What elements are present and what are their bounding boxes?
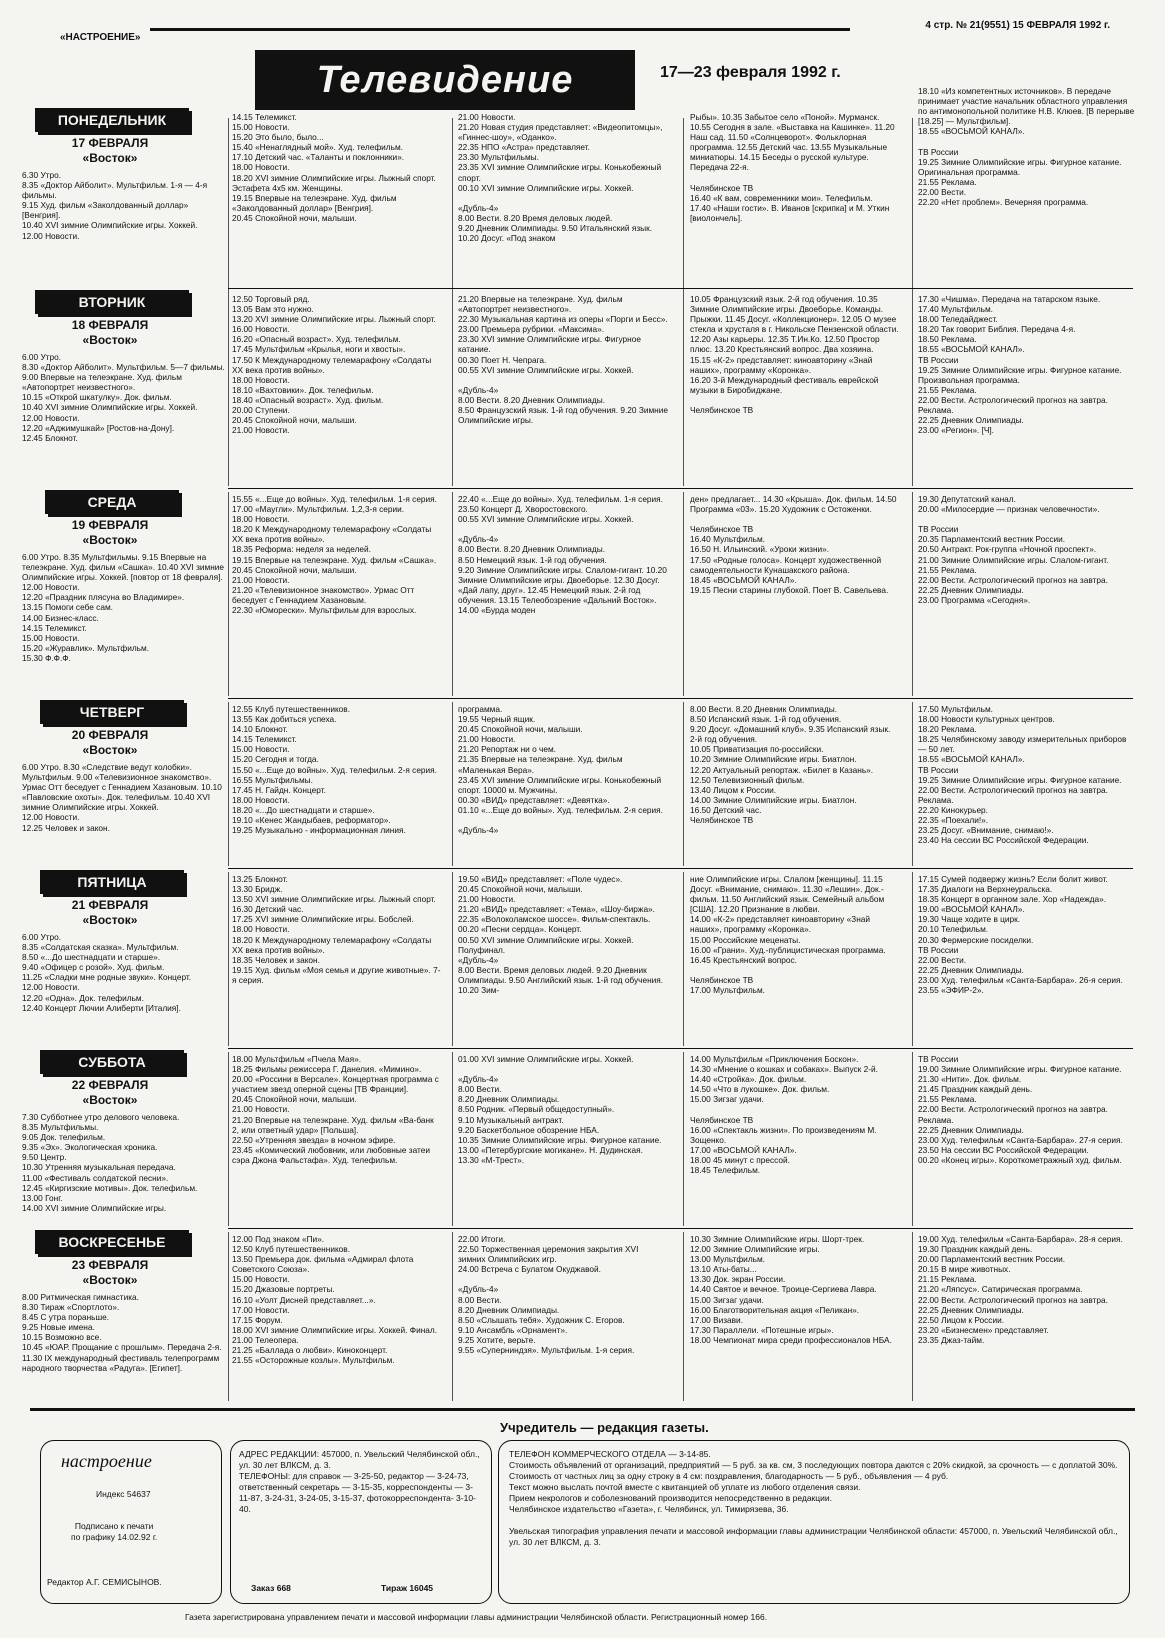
schedule-column-1: 6.00 Утро. 8.35 Мультфильмы. 9.15 Впервые на телеэкране. Худ. фильм «Сашка». 10.40 XVI зимние Олимпийские игры. Хоккей. [повтор от 18 февраля]. 12.00 Новости. 12.20 «Праздник плясуна во Владимире». 13.15 Помоги себе сам. 14.00 Бизнес-класс. 14.15 Телемикст. 15.00 Новости. 15.20 «Журавлик». Мультфильм. 15.30 Ф.Ф.Ф. bbox=[22, 552, 225, 663]
day-date-heading bbox=[20, 318, 200, 348]
day-channel: «Восток» bbox=[82, 913, 138, 927]
day-divider bbox=[228, 698, 1133, 699]
registration: Газета зарегистрирована управлением печати и массовой информации главы администрации Челябинской области. Регистрационный номер 166. bbox=[185, 1612, 768, 1622]
day-date-heading bbox=[20, 1258, 200, 1288]
schedule-column-3: 19.50 «ВИД» представляет: «Поле чудес». 20.45 Спокойной ночи, малыши. 21.00 Новости. 21.20 «ВИД» представляет: «Тема», «Шоу-биржа». 22.35 «Волоколамское шоссе». Фильм-спектакль. 00.20 «Песни сердца». Концерт. 00.50 XVI зимние Олимпийские игры. Хоккей. Полуфинал. «Дубль-4» 8.00 Вести. Время деловых людей. 9.20 Дневник Олимпиады. 9.50 Английский язык. 1-й год обучения. 10.20 Зим- bbox=[458, 874, 664, 996]
day-name-box: СРЕДА bbox=[45, 490, 179, 514]
column-divider bbox=[452, 492, 453, 696]
column-divider bbox=[228, 1052, 229, 1226]
day-divider bbox=[228, 1048, 1133, 1049]
day-date-heading bbox=[20, 898, 200, 928]
day-name-box: ЧЕТВЕРГ bbox=[40, 700, 184, 724]
day-channel: «Восток» bbox=[82, 743, 138, 757]
schedule-column-3: 01.00 XVI зимние Олимпийские игры. Хоккей. «Дубль-4» 8.00 Вести. 8.20 Дневник Олимпиады. 8.50 Родник. «Первый общедоступный». 9.10 Музыкальный антракт. 9.20 Баскетбольное обозрение НБА. 10.35 Зимние Олимпийские игры. Фигурное катание. 13.00 «Петербургские могикане». Н. Дудинская. 13.30 «М-Трест». bbox=[458, 1054, 662, 1165]
column-divider bbox=[228, 292, 229, 486]
ads-info: ТЕЛЕФОН КОММЕРЧЕСКОГО ОТДЕЛА — 3-14-85. Стоимость объявлений от организаций, предприятий — 5 руб. за кв. см, 3 последующих повтора даются с 20% скидкой, за срочность — с доплатой 30%. Стоимость от частных лиц за одну строку в 4 см: поздравления, благодарность — 5 руб., объявления — 4 руб. Текст можно выслать почтой вместе с квитанцией об уплате из любого отделения связи. Прием некрологов и соболезнований производится непосредственно в редакции. Челябинское издательство «Газета», г. Челябинск, ул. Тимирязева, 36. Увельская типография управления печати и массовой информации главы администрации Челябинской области: 457000, п. Увельский Челябинской обл., ул. 30 лет ВЛКСМ, д. 3. bbox=[509, 1449, 1118, 1547]
index: Индекс 54637 bbox=[96, 1489, 151, 1499]
column-divider bbox=[912, 702, 913, 866]
column-divider bbox=[228, 492, 229, 696]
day-divider bbox=[228, 868, 1133, 869]
page-header bbox=[60, 20, 1110, 44]
column-divider bbox=[912, 1052, 913, 1226]
address-box bbox=[230, 1440, 492, 1604]
column-divider bbox=[683, 702, 684, 866]
schedule-column-5: 19.00 Худ. телефильм «Санта-Барбара». 28-я серия. 19.30 Праздник каждый день. 20.00 Парламентский вестник России. 20.15 В мире животных. 21.15 Реклама. 21.20 «Ляпсус». Сатирическая программа. 22.00 Вести. Астрологический прогноз на завтра. 22.25 Дневник Олимпиады. 22.50 Лицом к России. 23.20 «Бизнесмен» представляет. 23.35 Джаз-тайм. bbox=[918, 1234, 1123, 1345]
day-channel: «Восток» bbox=[82, 1093, 138, 1107]
editor: Редактор А.Г. СЕМИСЫНОВ. bbox=[47, 1577, 162, 1587]
schedule-column-2: 13.25 Блокнот. 13.30 Бридж. 13.50 XVI зимние Олимпийские игры. Лыжный спорт. 16.30 Детский час. 17.25 XVI зимние Олимпийские игры. Бобслей. 18.00 Новости. 18.20 К Международному телемарафону «Солдаты XX века против войны». 18.35 Человек и закон. 19.15 Худ. фильм «Моя семья и другие животные». 7-я серия. bbox=[232, 874, 441, 985]
paper-logo: настроение bbox=[61, 1451, 152, 1471]
schedule-column-3: 21.00 Новости. 21.20 Новая студия представляет: «Видеопитомцы», «Гиннес-шоу», «Оданко». 22.35 НПО «Астра» представляет. 23.30 Мультфильмы. 23.35 XVI зимние Олимпийские игры. Конькобежный спорт. 00.10 XVI зимние Олимпийские игры. Хоккей. «Дубль-4» 8.00 Вести. 8.20 Время деловых людей. 9.20 Дневник Олимпиады. 9.50 Итальянский язык. 10.20 Досуг. «Под знаком bbox=[458, 112, 663, 244]
schedule-column-3: программа. 19.55 Черный ящик. 20.45 Спокойной ночи, малыши. 21.00 Новости. 21.20 Репортаж ни о чем. 21.35 Впервые на телеэкране. Худ. фильм «Маленькая Вера». 23.45 XVI зимние Олимпийские игры. Конькобежный спорт. 10000 м. Мужчины. 00.30 «ВИД» представляет: «Девятка». 01.10 «...Еще до войны». Худ. телефильм. 2-я серия. «Дубль-4» bbox=[458, 704, 663, 836]
day-date-heading bbox=[20, 136, 200, 166]
schedule-column-2: 12.50 Торговый ряд. 13.05 Вам это нужно. 13.20 XVI зимние Олимпийские игры. Лыжный спорт. 16.00 Новости. 16.20 «Опасный возраст». Худ. телефильм. 17.45 Мультфильм «Крылья, ноги и хвосты». 17.50 К Международному телемарафону «Солдаты XX века против войны». 18.00 Новости. 18.10 «Вахтовики». Док. телефильм. 18.40 «Опасный возраст». Худ. фильм. 20.00 Ступени. 20.45 Спокойной ночи, малыши. 21.00 Новости. bbox=[232, 294, 436, 436]
schedule-column-5: 17.50 Мультфильм. 18.00 Новости культурных центров. 18.20 Реклама. 18.25 Челябинскому заводу измерительных приборов — 50 лет. 18.55 «ВОСЬМОЙ КАНАЛ». ТВ России 19.25 Зимние Олимпийские игры. Фигурное катание. 22.00 Вести. Астрологический прогноз на завтра. Реклама. 22.20 Кинокурьер. 22.35 «Поехали!». 23.25 Досуг. «Внимание, снимаю!». 23.40 На сессии ВС Российской Федерации. bbox=[918, 704, 1127, 846]
schedule-column-2: 12.00 Под знаком «Пи». 12.50 Клуб путешественников. 13.50 Премьера док. фильма «Адмирал флота Советского Союза». 15.00 Новости. 15.20 Джазовые портреты. 16.10 «Уолт Дисней представляет...». 17.00 Новости. 17.15 Форум. 18.00 XVI зимние Олимпийские игры. Хоккей. Финал. 21.00 Телеопера. 21.25 «Баллада о любви». Киноконцерт. 21.55 «Осторожные козлы». Мультфильм. bbox=[232, 1234, 438, 1366]
masthead-title: Телевидение bbox=[255, 50, 635, 110]
day-divider bbox=[228, 488, 1133, 489]
day-date: 19 ФЕВРАЛЯ bbox=[71, 518, 149, 532]
masthead-dates: 17—23 февраля 1992 г. bbox=[660, 64, 841, 81]
day-channel: «Восток» bbox=[82, 1273, 138, 1287]
schedule-column-4: Рыбы». 10.35 Забытое село «Поной». Мурманск. 10.55 Сегодня в зале. «Выставка на Кашинке». 11.20 Наш сад. 11.50 «Солнцеворот». Фольклорная программа. 12.55 Детский час. 13.55 Музыкальные миниатюры. 14.15 Беседы о русской культуре. Передача 22-я. Челябинское ТВ 16.40 «К вам, современники мои». Телефильм. 17.40 «Наши гости». В. Иванов [скрипка] и М. Уткин [виолончель]. bbox=[690, 112, 895, 223]
column-divider bbox=[683, 118, 684, 294]
day-date-heading bbox=[20, 1078, 200, 1108]
column-divider bbox=[683, 1052, 684, 1226]
schedule-column-5: 18.10 «Из компетентных источников». В передаче принимает участие начальник областного управления по антимонопольной политике Н.В. Клюев. [В перерыве [18.25] — Мультфильм]. 18.55 «ВОСЬМОЙ КАНАЛ». ТВ России 19.25 Зимние Олимпийские игры. Фигурное катание. Оригинальная программа. 21.55 Реклама. 22.00 Вести. 22.20 «Нет проблем». Вечерняя программа. bbox=[918, 86, 1135, 208]
day-name-box: ВТОРНИК bbox=[35, 290, 189, 314]
schedule-column-2: 14.15 Телемикст. 15.00 Новости. 15.20 Это было, было... 15.40 «Ненаглядный мой». Худ. телефильм. 17.10 Детский час. «Таланты и поклонники». 18.00 Новости. 18.20 XVI зимние Олимпийские игры. Лыжный спорт. Эстафета 4х5 км. Женщины. 19.15 Впервые на телеэкране. Худ. фильм «Заколдованный доллар» [Венгрия]. 20.45 Спокойной ночи, малыши. bbox=[232, 112, 436, 223]
day-date: 22 ФЕВРАЛЯ bbox=[71, 1078, 149, 1092]
column-divider bbox=[452, 1232, 453, 1401]
footer-rule bbox=[30, 1408, 1135, 1411]
header-right: 4 стр. № 21(9551) 15 ФЕВРАЛЯ 1992 г. bbox=[925, 20, 1110, 31]
day-channel: «Восток» bbox=[82, 151, 138, 165]
day-name-box: ПОНЕДЕЛЬНИК bbox=[35, 108, 189, 132]
schedule-column-4: ние Олимпийские игры. Слалом [женщины]. 11.15 Досуг. «Внимание, снимаю». 11.30 «Лешин». Док.-фильм. 11.50 Английский язык. Семейный альбом [США]. 12.20 Признание в любви. 14.00 «К-2» представляет киноавторину «Знай наших», программу «Коронка». 15.00 Российские меценаты. 16.00 «Грани». Худ.-публицистическая программа. 16.45 Крестьянский вопрос. Челябинское ТВ 17.00 Мультфильм. bbox=[690, 874, 886, 996]
schedule-column-1: 6.00 Утро. 8.30 «Следствие ведут колобки». Мультфильм. 9.00 «Телевизионное знакомство». Урмас Отт беседует с Геннадием Хазановым. 10.10 «Павловские охоты». Док. телефильм. 10.40 XVI зимние Олимпийские игры. Хоккей. 12.00 Новости. 12.25 Человек и закон. bbox=[22, 762, 222, 833]
column-divider bbox=[912, 1232, 913, 1401]
day-divider bbox=[228, 1228, 1133, 1229]
column-divider bbox=[452, 292, 453, 486]
print-run: Тираж 16045 bbox=[381, 1583, 434, 1593]
column-divider bbox=[683, 292, 684, 486]
schedule-column-5: 17.30 «Чишма». Передача на татарском языке. 17.40 Мультфильм. 18.00 Теледайджест. 18.20 Так говорит Библия. Передача 4-я. 18.50 Реклама. 18.55 «ВОСЬМОЙ КАНАЛ». ТВ России 19.25 Зимние Олимпийские игры. Фигурное катание. Произвольная программа. 21.55 Реклама. 22.00 Вести. Астрологический прогноз на завтра. Реклама. 22.25 Дневник Олимпиады. 23.00 «Регион». [Ч]. bbox=[918, 294, 1122, 436]
schedule-column-4: 14.00 Мультфильм «Приключения Боскон». 14.30 «Мнение о кошках и собаках». Выпуск 2-й. 14.40 «Стройка». Док. фильм. 14.50 «Что в лукошке». Док. фильм. 15.00 Зигзаг удачи. Челябинское ТВ 16.00 «Спектакль жизни». По произведениям М. Зощенко. 17.00 «ВОСЬМОЙ КАНАЛ». 18.00 45 минут с прессой. 18.45 Телефильм. bbox=[690, 1054, 878, 1176]
day-date: 20 ФЕВРАЛЯ bbox=[71, 728, 149, 742]
header-rule bbox=[150, 28, 850, 31]
founder-line: Учредитель — редакция газеты. bbox=[500, 1420, 709, 1435]
column-divider bbox=[683, 872, 684, 1046]
column-divider bbox=[683, 1232, 684, 1401]
column-divider bbox=[228, 1232, 229, 1401]
schedule-column-2: 12.55 Клуб путешественников. 13.55 Как добиться успеха. 14.10 Блокнот. 14.15 Телемикст. 15.00 Новости. 15.20 Сегодня и тогда. 15.50 «...Еще до войны». Худ. телефильм. 2-я серия. 16.55 Мультфильмы. 17.45 Н. Гайдн. Концерт. 18.00 Новости. 18.20 «...До шестнадцати и старше». 19.10 «Кенес Жандыбаев, реформатор». 19.25 Музыкально - информационная линия. bbox=[232, 704, 437, 836]
schedule-column-4: ден» предлагает... 14.30 «Крыша». Док. фильм. 14.50 Программа «03». 15.20 Художник с Остоженки. Челябинское ТВ 16.40 Мультфильм. 16.50 Н. Ильинский. «Уроки жизни». 17.50 «Родные голоса». Концерт художественной самодеятельности Кунашакского района. 18.45 «ВОСЬМОЙ КАНАЛ». 19.15 Песни старины глубокой. Поет В. Савельева. bbox=[690, 494, 897, 595]
header-left: «НАСТРОЕНИЕ» bbox=[60, 32, 141, 43]
column-divider bbox=[912, 118, 913, 294]
column-divider bbox=[228, 702, 229, 866]
column-divider bbox=[452, 118, 453, 294]
day-name-box: СУББОТА bbox=[40, 1050, 184, 1074]
day-date: 23 ФЕВРАЛЯ bbox=[71, 1258, 149, 1272]
schedule-column-3: 22.00 Итоги. 22.50 Торжественная церемония закрытия XVI зимних Олимпийских игр. 24.00 Встреча с Булатом Окуджавой. «Дубль-4» 8.00 Вести. 8.20 Дневник Олимпиады. 8.50 «Слышать тебя». Художник С. Егоров. 9.10 Ансамбль «Орнамент». 9.25 Хотите, верьте. 9.55 «Суперниндзя». Мультфильм. 1-я серия. bbox=[458, 1234, 639, 1356]
column-divider bbox=[452, 872, 453, 1046]
column-divider bbox=[912, 492, 913, 696]
schedule-column-3: 22.40 «...Еще до войны». Худ. телефильм. 1-я серия. 23.50 Концерт Д. Хворостовского. 00.55 XVI зимние Олимпийские игры. Хоккей. «Дубль-4» 8.00 Вести. 8.20 Дневник Олимпиады. 8.50 Немецкий язык. 1-й год обучения. 9.20 Зимние Олимпийские игры. Слалом-гигант. 10.20 Зимние Олимпийские игры. Двоеборье. 12.30 Досуг. «Дай лапу, друг». 12.45 Немецкий язык. 2-й год обучения. 13.15 Телеобозрение «Дальний Восток». 14.00 «Бурда моден bbox=[458, 494, 667, 616]
signed-date: Подписано к печати по графику 14.02.92 г. bbox=[71, 1521, 158, 1542]
ads-box bbox=[498, 1440, 1130, 1604]
day-date: 18 ФЕВРАЛЯ bbox=[71, 318, 149, 332]
schedule-column-1: 6.00 Утро. 8.30 «Доктор Айболит». Мультфильм. 5—7 фильмы. 9.00 Впервые на телеэкране. Худ. фильм «Автопортрет неизвестного». 10.15 «Открой шкатулку». Док. фильм. 10.40 XVI зимние Олимпийские игры. Хоккей. 12.00 Новости. 12.20 «Аджимушкай» [Ростов-на-Дону]. 12.45 Блокнот. bbox=[22, 352, 225, 443]
day-name-box: ПЯТНИЦА bbox=[40, 870, 184, 894]
schedule-column-5: ТВ России 19.00 Зимние Олимпийские игры. Фигурное катание. 21.30 «Нити». Док. фильм. 21.45 Праздник каждый день. 21.55 Реклама. 22.00 Вести. Астрологический прогноз на завтра. Реклама. 22.25 Дневник Олимпиады. 23.00 Худ. телефильм «Санта-Барбара». 27-я серия. 23.50 На сессии ВС Российской Федерации. 00.20 «Конец игры». Короткометражный худ. фильм. bbox=[918, 1054, 1123, 1165]
day-date-heading bbox=[20, 728, 200, 758]
day-channel: «Восток» bbox=[82, 533, 138, 547]
day-date-heading bbox=[20, 518, 200, 548]
schedule-column-5: 19.30 Депутатский канал. 20.00 «Милосердие — признак человечности». ТВ России 20.35 Парламентский вестник России. 20.50 Антракт. Рок-группа «Ночной проспект». 21.00 Зимние Олимпийские игры. Слалом-гигант. 21.55 Реклама. 22.00 Вести. Астрологический прогноз на завтра. 22.25 Дневник Олимпиады. 23.00 Программа «Сегодня». bbox=[918, 494, 1109, 605]
column-divider bbox=[228, 118, 229, 294]
schedule-column-3: 21.20 Впервые на телеэкране. Худ. фильм «Автопортрет неизвестного». 22.30 Музыкальная картина из оперы «Порги и Бесс». 23.00 Премьера рубрики. «Максима». 23.30 XVI зимние Олимпийские игры. Фигурное катание. 00.30 Поет Н. Чепрага. 00.55 XVI зимние Олимпийские игры. Хоккей. «Дубль-4» 8.00 Вести. 8.20 Дневник Олимпиады. 8.50 Французский язык. 1-й год обучения. 9.20 Зимние Олимпийские игры. bbox=[458, 294, 668, 426]
column-divider bbox=[912, 872, 913, 1046]
schedule-column-4: 10.30 Зимние Олимпийские игры. Шорт-трек. 12.00 Зимние Олимпийские игры. 13.00 Мультфильм. 13.10 Аты-баты... 13.30 Док. экран России. 14.40 Святое и вечное. Троице-Сергиева Лавра. 15.00 Зигзаг удачи. 16.00 Благотворительная акция «Пеликан». 17.00 Визави. 17.30 Параллели. «Потешные игры». 18.00 Чемпионат мира среди профессионалов НБА. bbox=[690, 1234, 892, 1345]
schedule-column-1: 7.30 Субботнее утро делового человека. 8.35 Мультфильмы. 9.05 Док. телефильм. 9.35 «Эх». Экологическая хроника. 9.50 Центр. 10.30 Утренняя музыкальная передача. 11.00 «Фестиваль солдатской песни». 12.45 «Киргизские мотивы». Док. телефильм. 13.00 Гонг. 14.00 XVI зимние Олимпийские игры. bbox=[22, 1112, 198, 1213]
schedule-column-4: 10.05 Французский язык. 2-й год обучения. 10.35 Зимние Олимпийские игры. Двоеборье. Команды. Прыжки. 11.45 Досуг. «Коллекционер». 12.05 О музее стекла и хрусталя в г. Никольске Пензенской области. 12.20 Азы карьеры. 12.35 Т.Ин.Ко. 12.50 Простор плюс. 13.20 Крестьянский вопрос. Два хозяина. 15.15 «К-2» представляет: киноавторину «Знай наших», программу «Коронка». 16.20 3-й Международный фестиваль еврейской музыки в Биробиджане. Челябинское ТВ bbox=[690, 294, 899, 416]
masthead-box bbox=[40, 1440, 222, 1604]
day-name-box: ВОСКРЕСЕНЬЕ bbox=[35, 1230, 189, 1254]
column-divider bbox=[452, 1052, 453, 1226]
schedule-column-1: 6.00 Утро. 8.35 «Солдатская сказка». Мультфильм. 8.50 «...До шестнадцати и старше». 9.40 «Офицер с розой». Худ. фильм. 11.25 «Сладки мне родные звуки». Концерт. 12.00 Новости. 12.20 «Одна». Док. телефильм. 12.40 Концерт Лючии Алиберти [Италия]. bbox=[22, 932, 192, 1013]
address: АДРЕС РЕДАКЦИИ: 457000, п. Увельский Челябинской обл., ул. 30 лет ВЛКСМ, д. 3. ТЕЛЕФОНЫ: для справок — 3-25-50, редактор — 3-24-73, ответственный секретарь — 3-15-35, корреспонденты — 3-11-87, 3-24-31, 3-24-05, 3-15-37, фотокорреспондента- 3-10-40. bbox=[239, 1449, 480, 1514]
order-number: Заказ 668 bbox=[251, 1583, 291, 1593]
day-divider bbox=[228, 288, 1133, 289]
schedule-column-1: 6.30 Утро. 8.35 «Доктор Айболит». Мультфильм. 1-я — 4-я фильмы. 9.15 Худ. фильм «Заколдованный доллар» [Венгрия]. 10.40 XVI зимние Олимпийские игры. Хоккей. 12.00 Новости. bbox=[22, 170, 208, 241]
day-date: 21 ФЕВРАЛЯ bbox=[71, 898, 149, 912]
schedule-column-1: 8.00 Ритмическая гимнастика. 8.30 Тираж «Спортлото». 8.45 С утра пораньше. 9.25 Новые имена. 10.15 Возможно все. 10.45 «ЮАР. Прощание с прошлым». Передача 2-я. 11.30 IX международный фестиваль телепрограмм народного творчества «Радуга». [Египет]. bbox=[22, 1292, 222, 1373]
column-divider bbox=[683, 492, 684, 696]
schedule-column-4: 8.00 Вести. 8.20 Дневник Олимпиады. 8.50 Испанский язык. 1-й год обучения. 9.20 Досуг. «Домашний клуб». 9.35 Испанский язык. 2-й год обучения. 10.05 Приватизация по-российски. 10.20 Зимние Олимпийские игры. Биатлон. 12.20 Актуальный репортаж. «Билет в Казань». 12.50 Телевизионный фильм. 13.40 Лицом к России. 14.00 Зимние Олимпийские игры. Биатлон. 16.50 Детский час. Челябинское ТВ bbox=[690, 704, 891, 826]
schedule-column-5: 17.15 Сумей подвержу жизнь? Если болит живот. 17.35 Диалоги на Верхнеуральска. 18.35 Концерт в органном зале. Хор «Надежда». 19.00 «ВОСЬМОЙ КАНАЛ». 19.30 Чаще ходите в цирк. 20.10 Телефильм. 20.30 Фермерские посиделки. ТВ России 22.00 Вести. 22.25 Дневник Олимпиады. 23.00 Худ. телефильм «Санта-Барбара». 26-я серия. 23.55 «ЭФИР-2». bbox=[918, 874, 1123, 996]
column-divider bbox=[228, 872, 229, 1046]
day-date: 17 ФЕВРАЛЯ bbox=[71, 136, 149, 150]
column-divider bbox=[912, 292, 913, 486]
schedule-column-2: 18.00 Мультфильм «Пчела Мая». 18.25 Фильмы режиссера Г. Данелия. «Мимино». 20.00 «Россини в Версале». Концертная программа с участием звезд оперной сцены [ТВ Франции]. 20.45 Спокойной ночи, малыши. 21.00 Новости. 21.20 Впервые на телеэкране. Худ. фильм «Ва-банк 2, или ответный удар» [Польша]. 22.50 «Утренняя звезда» в ночном эфире. 23.45 «Комический любовник, или любовные затеи сэра Джона Фальстафа». Худ. телефильм. bbox=[232, 1054, 439, 1165]
schedule-column-2: 15.55 «...Еще до войны». Худ. телефильм. 1-я серия. 17.00 «Маугли». Мультфильм. 1,2,3-я серии. 18.00 Новости. 18.20 К Международному телемарафону «Солдаты XX века против войны». 18.35 Реформа: неделя за неделей. 19.15 Впервые на телеэкране. Худ. фильм «Сашка». 20.45 Спокойной ночи, малыши. 21.00 Новости. 21.20 «Телевизионное знакомство». Урмас Отт беседует с Геннадием Хазановым. 22.30 «Юморески». Мультфильм для взрослых. bbox=[232, 494, 437, 616]
day-channel: «Восток» bbox=[82, 333, 138, 347]
column-divider bbox=[452, 702, 453, 866]
